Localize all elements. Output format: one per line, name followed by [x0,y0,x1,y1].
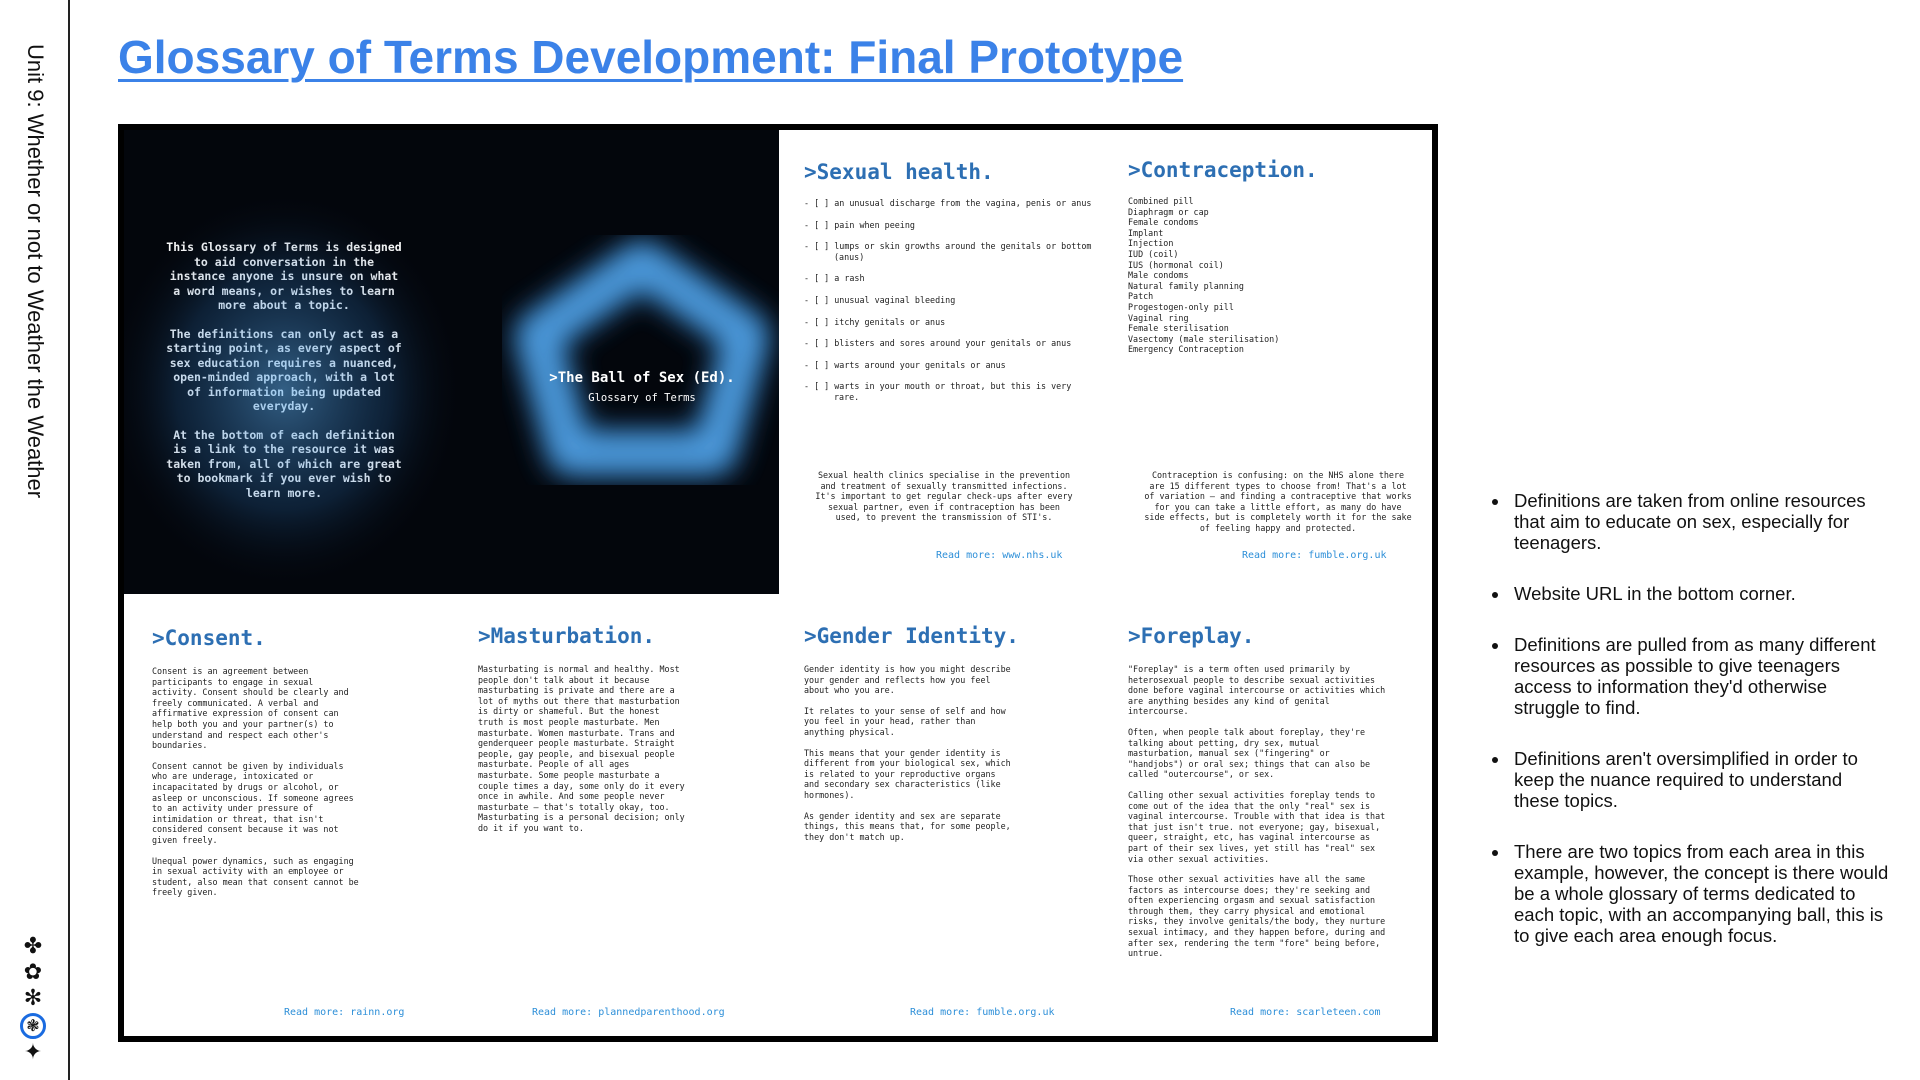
unit-title: Unit 9: Whether or not to Weather the Weather [23,44,48,499]
list-item: Male condoms [1128,270,1189,281]
list-item: - [ ] warts around your genitals or anus [804,359,1006,370]
flower-icon: ✿ [23,960,43,985]
list-item: Diaphragm or cap [1128,206,1209,217]
list-item: Emergency Contraception [1128,344,1244,355]
glossary-paragraph: This means that your gender identity is different from your biological sex, which is related to your reproductive organs and secondary sex characteristics (like hormones). [804,747,1011,800]
prototype-board [118,124,1438,1042]
notes-list [1490,490,1890,946]
cross-flower-icon: ✤ [23,934,43,959]
glossary-body [804,664,1014,842]
read-more-link[interactable]: Read more: rainn.org [284,1007,405,1018]
glossary-paragraph: It relates to your sense of self and how you feel in your head, rather than anything physical. [804,705,1006,737]
read-more-link[interactable]: Read more: www.nhs.uk [936,550,1063,561]
ball-of-sex-graphic [502,235,779,485]
list-item: - [ ] warts in your mouth or throat, but this is very rare. [804,381,1072,402]
glossary-heading: >Contraception. [1128,158,1318,182]
list-item: Implant [1128,227,1164,238]
flower-icon-stack [18,935,48,1065]
glossary-paragraph: Gender identity is how you might describe your gender and reflects how you feel about who you are. [804,664,1011,696]
design-notes [1490,490,1890,976]
note-item: • Website URL in the bottom corner. [1510,583,1890,604]
glossary-body [1128,664,1388,959]
side-divider [68,0,70,1080]
glossary-paragraph: Often, when people talk about foreplay, they're talking about petting, dry sex, mutual masturbation, manual sex ("fingering" or "handjobs") or oral sex; things that can also be called "outercourse", or sex. [1128,726,1371,780]
prototype-board-inner [124,130,1432,1036]
contraception-list [1128,196,1428,355]
list-item: Vasectomy (male sterilisation) [1128,333,1280,344]
glossary-panel-contraception [1128,158,1428,355]
list-item: - [ ] blisters and sores around your genitals or anus [804,338,1072,349]
glossary-heading: >Masturbation. [478,624,656,648]
ringed-flower-icon: ❃ [20,1013,46,1039]
list-item: Injection [1128,238,1174,249]
read-more-link[interactable]: Read more: fumble.org.uk [910,1007,1055,1018]
glossary-paragraph: Consent is an agreement between participants to engage in sexual activity. Consent should be clearly and freely communicated. A verbal and affirmative expression of consent can help both you and your partner(s) to understand and respect each other's boundaries. [152,666,349,751]
page-title: Glossary of Terms Development: Final Prototype [118,31,1184,83]
note-item: • There are two topics from each area in this example, however, the concept is there would be a whole glossary of terms dedicated to each topic, with an accompanying ball, this is to give each area enough focus. [1510,841,1890,946]
glossary-heading: >Gender Identity. [804,624,1019,648]
glossary-paragraph: As gender identity and sex are separate things, this means that, for some people, they don't match up. [804,810,1011,842]
note-item: • Definitions are taken from online resources that aim to educate on sex, especially for teenagers. [1510,490,1890,553]
glossary-paragraph: Unequal power dynamics, such as engaging in sexual activity with an employee or student, also mean that consent cannot be freely given. [152,855,359,898]
glossary-paragraph: Consent cannot be given by individuals who are underage, intoxicated or incapacitated by drugs or alcohol, or asleep or unconscious. If someone agrees to an activity under pressure of intimidation or threat, that isn't considered consent because it was not given freely. [152,760,354,845]
note-item: • Definitions aren't oversimplified in order to keep the nuance required to understand these topics. [1510,748,1890,811]
list-item: IUS (hormonal coil) [1128,259,1224,270]
list-item: Vaginal ring [1128,312,1189,323]
star-icon: ✦ [23,1040,43,1065]
glossary-body [478,664,688,834]
list-item: Female sterilisation [1128,323,1229,334]
glossary-summary: Contraception is confusing: on the NHS alone there are 15 different types to choose from! That's a lot of variation – and finding a contraceptive that works for you can take a little effort, as many do have side effects, but is completely worth it for the sake of feeling happy and protected. [1144,470,1412,533]
list-item: Natural family planning [1128,280,1244,291]
glossary-heading: >Sexual health. [804,160,994,184]
side-strip [0,0,70,1080]
ball-subtitle: Glossary of Terms [588,392,696,404]
glossary-panel-consent [152,626,362,908]
list-item: - [ ] unusual vaginal bleeding [804,294,956,305]
list-item: - [ ] a rash [804,273,865,284]
glossary-panel-foreplay [1128,624,1388,969]
glossary-panel-masturbation [478,624,688,844]
list-item: - [ ] itchy genitals or anus [804,316,946,327]
list-item: Patch [1128,291,1154,302]
read-more-link[interactable]: Read more: plannedparenthood.org [532,1007,725,1018]
asterisk-flower-icon: ✻ [23,986,43,1011]
glossary-paragraph: Masturbating is normal and healthy. Most people don't talk about it because masturbating is private and there are a lot of myths out there that masturbation is dirty or shameful. But the honest truth is most people masturbate. Men masturbate. Women masturbate. Trans and genderqueer people masturbate. Straight people, gay people, and bisexual people masturbate. People of all ages masturbate. Some people masturbate a couple times a day, some only do it every once in awhile. And some people never masturbate – that's totally okay, too. Masturbating is a personal decision; only do it if you want to. [478,664,685,833]
glossary-heading: >Foreplay. [1128,624,1255,648]
glossary-paragraph: Those other sexual activities have all the same factors as intercourse does; they're seeking and often experiencing orgasm and sexual satisfaction through them, they carry physical and emotional risks, they involve genitals/the body, they nurture sexual intimacy, and they happen before, during and after sex, rendering the term "fore" being before, untrue. [1128,874,1386,959]
glossary-panel-sexual-health [804,160,1104,414]
note-item: • Definitions are pulled from as many different resources as possible to give teenagers access to information they'd otherwise struggle to find. [1510,634,1890,718]
read-more-link[interactable]: Read more: fumble.org.uk [1242,550,1387,561]
glossary-summary: Sexual health clinics specialise in the prevention and treatment of sexually transmitted infections. It's important to get regular check-ups after every sexual partner, even if contraception has been used, to prevent the transmission of STI's. [815,470,1073,523]
list-item: Combined pill [1128,196,1194,206]
glossary-panel-gender-identity [804,624,1019,852]
list-item: - [ ] an unusual discharge from the vagina, penis or anus [804,198,1092,208]
list-item: Progestogen-only pill [1128,301,1234,312]
list-item: - [ ] lumps or skin growths around the genitals or bottom (anus) [804,241,1092,262]
list-item: Female condoms [1128,217,1199,228]
read-more-link[interactable]: Read more: scarleteen.com [1230,1007,1381,1018]
intro-panel [124,130,779,594]
glossary-paragraph: Calling other sexual activities foreplay tends to come out of the idea that the only "real" sex is vaginal intercourse. Trouble with that idea is that that just isn't true. not everyone; gay, bisexual, queer, straight, etc, has vaginal intercourse as part of their sex lives, yet still has "real" sex via other sexual activities. [1128,789,1386,864]
ball-title: >The Ball of Sex (Ed). [549,370,735,386]
symptom-list [804,198,1094,403]
glossary-paragraph: "Foreplay" is a term often used primarily by heterosexual people to describe sexual activities done before vaginal intercourse or activities which are anything besides any kind of genital intercourse. [1128,664,1386,717]
glossary-heading: >Consent. [152,626,266,650]
glossary-body [152,666,362,898]
list-item: IUD (coil) [1128,248,1179,259]
list-item: - [ ] pain when peeing [804,219,915,230]
